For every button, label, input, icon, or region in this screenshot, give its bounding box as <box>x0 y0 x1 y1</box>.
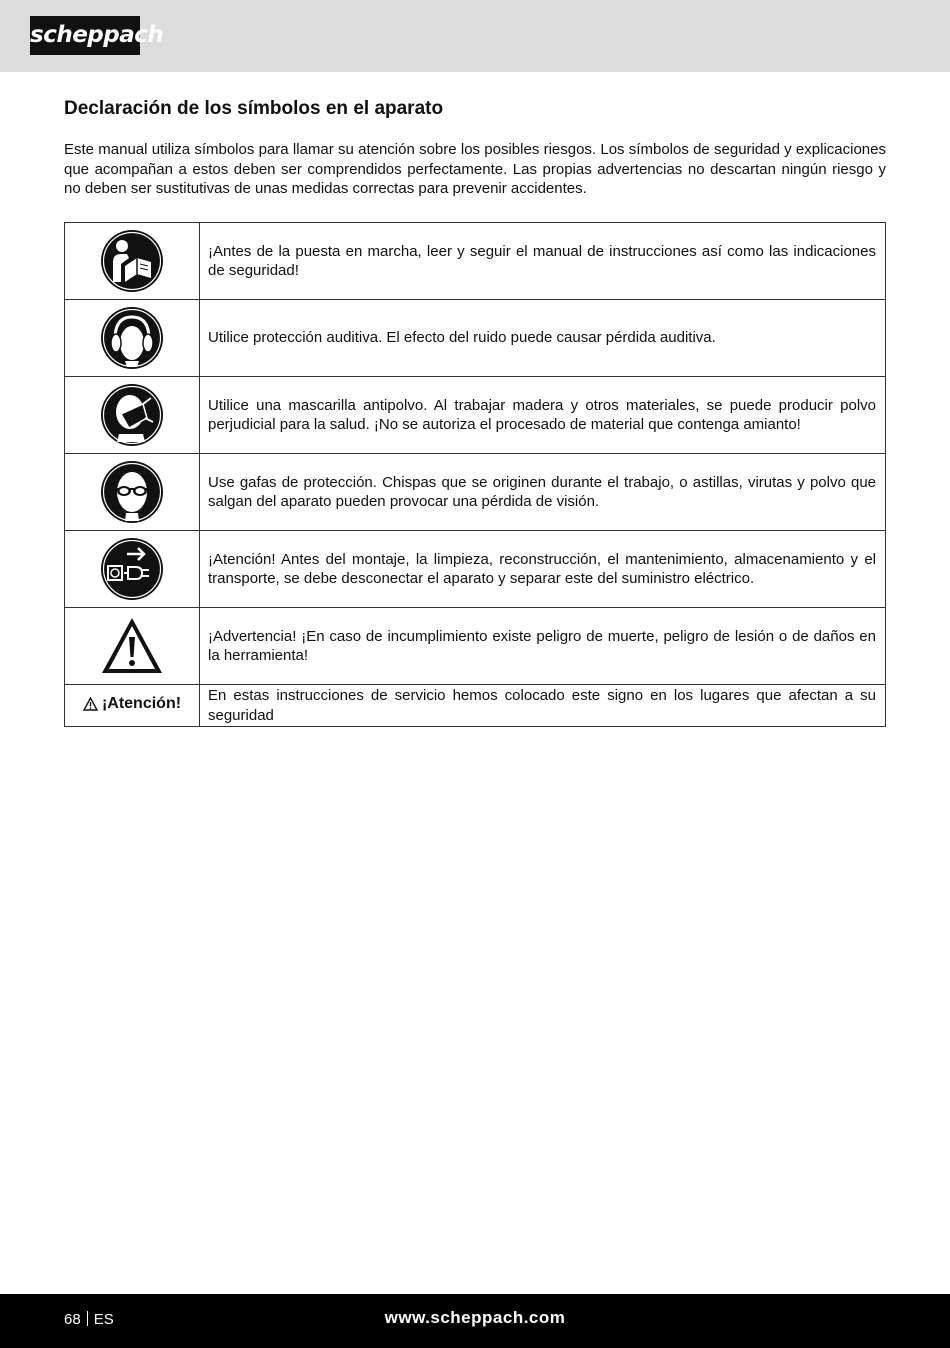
warning-sign-icon <box>83 697 98 711</box>
page-footer <box>0 1294 950 1348</box>
scheppach-logo: scheppach <box>30 16 140 55</box>
dust-mask-icon <box>99 382 165 448</box>
attention-label <box>83 694 181 714</box>
attention-text: ¡Atención! <box>101 695 182 713</box>
table-row <box>65 608 886 685</box>
safety-goggles-icon <box>99 459 165 525</box>
table-row <box>65 531 886 608</box>
table-row <box>65 377 886 454</box>
table-row <box>65 685 886 727</box>
symbol-description: Utilice una mascarilla antipolvo. Al trabajar madera y otros materiales, se puede producir polvo perjudicial para la salud. ¡No se autoriza el procesado de material que contenga amianto! <box>200 377 886 454</box>
page-header <box>0 0 950 72</box>
page-title: Declaración de los símbolos en el aparato <box>64 98 444 119</box>
read-manual-icon <box>99 228 165 294</box>
table-row <box>65 454 886 531</box>
symbol-description: ¡Advertencia! ¡En caso de incumplimiento existe peligro de muerte, peligro de lesión o de daños en la herramienta! <box>200 608 886 685</box>
language-code: ES <box>93 1311 114 1328</box>
symbol-description: ¡Antes de la puesta en marcha, leer y seguir el manual de instrucciones así como las indicaciones de seguridad! <box>200 223 886 300</box>
symbols-table <box>64 222 886 727</box>
symbol-description: ¡Atención! Antes del montaje, la limpieza, reconstrucción, el mantenimiento, almacenamiento y el transporte, se debe desconectar el aparato y separar este del suministro eléctrico. <box>200 531 886 608</box>
symbol-description: En estas instrucciones de servicio hemos colocado este signo en los lugares que afectan a su seguridad <box>200 685 886 727</box>
page-number: 68 <box>64 1311 81 1328</box>
table-row <box>65 300 886 377</box>
symbol-description: Utilice protección auditiva. El efecto del ruido puede causar pérdida auditiva. <box>200 300 886 377</box>
ear-protection-icon <box>99 305 165 371</box>
warning-triangle-icon <box>99 615 165 677</box>
website-link[interactable]: www.scheppach.com <box>384 1308 566 1327</box>
intro-paragraph: Este manual utiliza símbolos para llamar su atención sobre los posibles riesgos. Los símbolos de seguridad y explicaciones que acompañan a estos deben ser comprendidos perfectamente. Las propias advertencias no descartan ningún riesgo y no deben ser sustitutivas de unas medidas correctas para prevenir accidentes. <box>64 141 886 197</box>
symbol-description: Use gafas de protección. Chispas que se originen durante el trabajo, o astillas, virutas y polvo que salgan del aparato pueden provocar una pérdida de visión. <box>200 454 886 531</box>
unplug-icon <box>99 536 165 602</box>
table-row <box>65 223 886 300</box>
